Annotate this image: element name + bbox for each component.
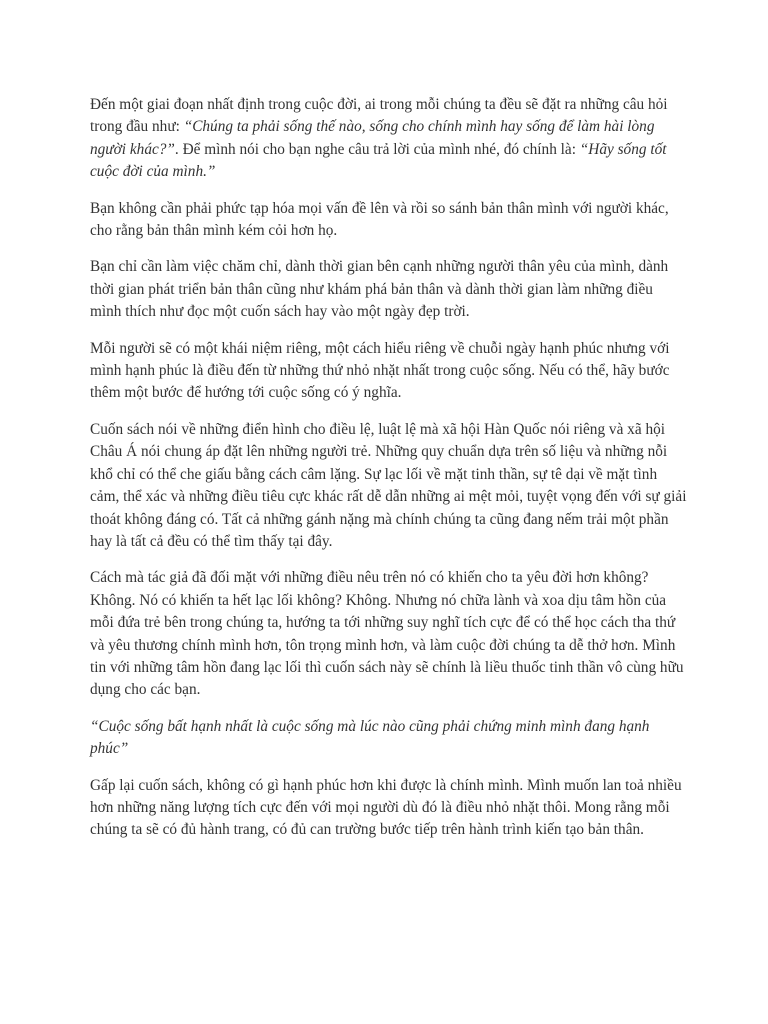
paragraph-6: Cách mà tác giả đã đối mặt với những điều nêu trên nó có khiến cho ta yêu đời hơn không? Không. Nó có khiến ta hết lạc lối không? Không. Nhưng nó chữa lành và xoa dịu tâm hồn của mỗi đứa trẻ bên trong chúng ta, hướng ta tới những suy nghĩ tích cực để có thể học cách tha thứ và yêu thương chính mình hơn, tôn trọng mình hơn, và làm cuộc đời chúng ta dễ thở hơn. Mình tin với những tâm hồn đang lạc lối thì cuốn sách này sẽ chính là liều thuốc tinh thần vô cùng hữu dụng cho các bạn. <box>90 569 684 699</box>
paragraph-5: Cuốn sách nói về những điển hình cho điều lệ, luật lệ mà xã hội Hàn Quốc nói riêng và xã hội Châu Á nói chung áp đặt lên những người trẻ. Những quy chuẩn dựa trên số liệu và những nỗi khổ chỉ có thể che giấu bằng cách câm lặng. Sự lạc lối về mặt tinh thần, sự tê dại về mặt tình cảm, thể xác và những điều tiêu cực khác rất dễ dẫn những ai mệt mỏi, tuyệt vọng đến với sự giải thoát không đáng có. Tất cả những gánh nặng mà chính chúng ta cũng đang nếm trải một phần hay là tất cả đều có thể tìm thấy tại đây. <box>90 420 687 550</box>
paragraph-4: Mỗi người sẽ có một khái niệm riêng, một cách hiểu riêng về chuỗi ngày hạnh phúc nhưng với mình hạnh phúc là điều đến từ những thứ nhỏ nhặt nhất trong cuộc sống. Nếu có thể, hãy bước thêm một bước để hướng tới cuộc sống có ý nghĩa. <box>90 339 670 402</box>
document-page <box>90 94 688 856</box>
intro-text-continued: . Để mình nói cho bạn nghe câu trả lời của mình nhé, đó chính là: <box>174 140 580 158</box>
intro-question-quote: “Chúng ta phải sống thế nào, sống cho chính mình hay sống để làm hài lòng người khác?” <box>90 118 655 158</box>
paragraph-3: Bạn chỉ cần làm việc chăm chỉ, dành thời gian bên cạnh những người thân yêu của mình, dành thời gian phát triển bản thân cũng như khám phá bản thân và dành thời gian làm những điều mình thích như đọc một cuốn sách hay vào một ngày đẹp trời. <box>90 258 669 321</box>
paragraph-closing: Gấp lại cuốn sách, không có gì hạnh phúc hơn khi được là chính mình. Mình muốn lan toả nhiều hơn những năng lượng tích cực đến với mọi người dù đó là điều nhỏ nhặt thôi. Mong rằng mỗi chúng ta sẽ có đủ hành trang, có đủ can trường bước tiếp trên hành trình kiến tạo bản thân. <box>90 776 682 839</box>
paragraph-intro <box>90 94 688 184</box>
intro-text: Đến một giai đoạn nhất định trong cuộc đời, ai trong mỗi chúng ta đều sẽ đặt ra những câu hỏi trong đầu như: <box>90 96 668 136</box>
quote-paragraph: “Cuộc sống bất hạnh nhất là cuộc sống mà lúc nào cũng phải chứng minh mình đang hạnh phúc” <box>90 717 650 758</box>
paragraph-2: Bạn không cần phải phức tạp hóa mọi vấn đề lên và rồi so sánh bản thân mình với người khác, cho rằng bản thân mình kém cỏi hơn họ. <box>90 199 669 240</box>
intro-answer-quote: “Hãy sống tốt cuộc đời của mình.” <box>90 140 667 181</box>
